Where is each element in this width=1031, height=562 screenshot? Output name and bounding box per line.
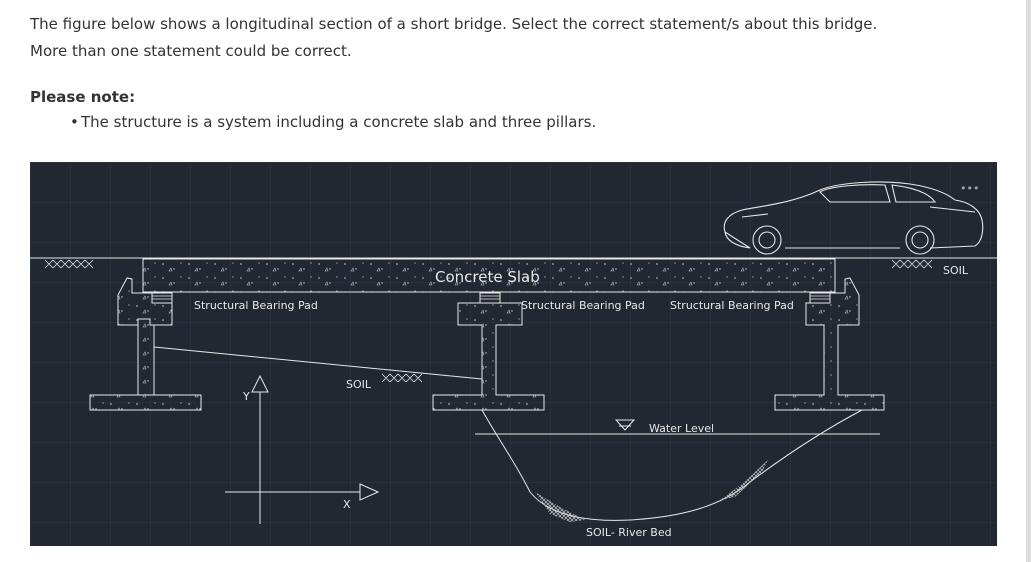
cad-grid — [30, 162, 997, 546]
label-water-level: Water Level — [649, 422, 715, 435]
question-line-2: More than one statement could be correct. — [30, 42, 352, 60]
question-line-1: The figure below shows a longitudinal section of a short bridge. Select the correct statement/s about this bridge. — [30, 15, 878, 33]
label-axis-y: Y — [243, 390, 250, 403]
bridge-figure — [30, 162, 997, 546]
bearing-pad-left — [152, 293, 172, 303]
note-item-text: The structure is a system including a concrete slab and three pillars. — [81, 113, 597, 131]
note-list-item — [70, 113, 596, 131]
label-river-bed: SOIL- River Bed — [586, 526, 672, 539]
more-options-button[interactable]: ••• — [960, 182, 980, 195]
note-heading: Please note: — [30, 88, 136, 106]
label-bearing-pad-right: Structural Bearing Pad — [670, 299, 794, 312]
label-soil-right: SOIL — [943, 264, 969, 277]
page-scrollbar[interactable] — [1026, 0, 1031, 562]
label-concrete-slab: Concrete Slab — [435, 268, 540, 286]
label-bearing-pad-left: Structural Bearing Pad — [194, 299, 318, 312]
label-bearing-pad-middle: Structural Bearing Pad — [521, 299, 645, 312]
question-text — [30, 11, 877, 65]
bridge-drawing — [30, 162, 997, 546]
bearing-pad-middle — [480, 293, 500, 303]
label-axis-x: X — [343, 498, 351, 511]
label-soil-left: SOIL — [346, 378, 372, 391]
bullet-icon: • — [70, 113, 79, 131]
bearing-pad-right — [810, 293, 830, 303]
